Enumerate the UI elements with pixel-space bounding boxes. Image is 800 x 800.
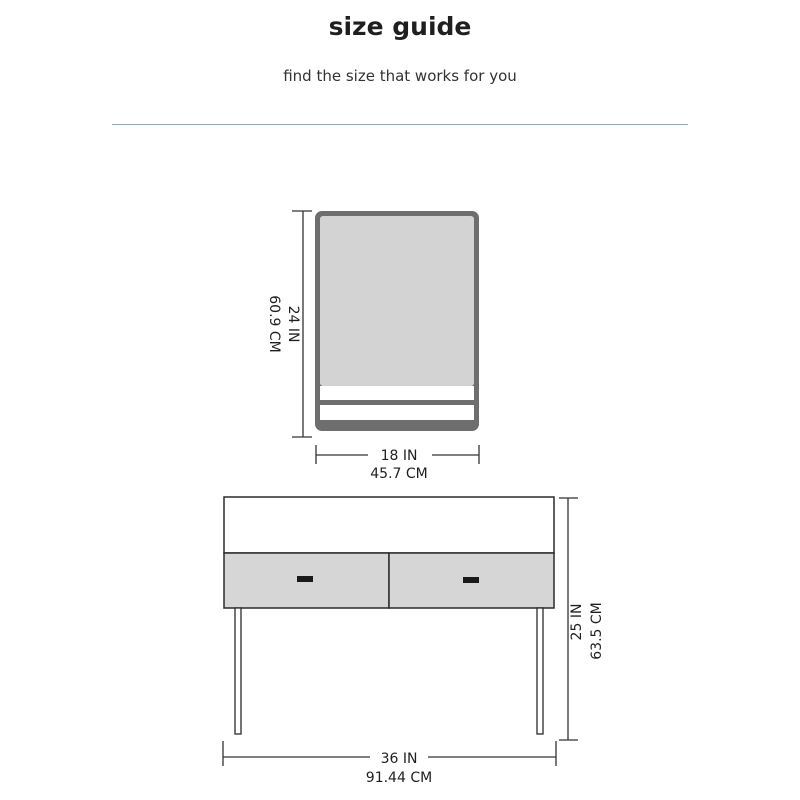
mirror-shelf-base	[320, 420, 474, 426]
drawer-left-handle	[297, 576, 313, 582]
table-leg-left	[235, 608, 241, 734]
mirror-illustration	[315, 211, 479, 431]
table-height-cm: 63.5 CM	[589, 602, 605, 660]
page-title: size guide	[328, 12, 472, 41]
page-subtitle: find the size that works for you	[283, 67, 517, 85]
table-width-cm: 91.44 CM	[365, 770, 433, 786]
mirror-height-cm: 60.9 CM	[266, 295, 282, 353]
mirror-glass	[320, 216, 474, 386]
mirror-width-cm: 45.7 CM	[370, 466, 428, 482]
table-width-in: 36 IN	[380, 751, 418, 767]
table-top	[224, 497, 554, 553]
table-illustration	[224, 497, 554, 734]
drawer-right-handle	[463, 577, 479, 583]
mirror-width-in: 18 IN	[380, 448, 418, 464]
table-leg-right	[537, 608, 543, 734]
mirror-height-in: 24 IN	[285, 305, 301, 343]
table-height-in: 25 IN	[569, 603, 585, 641]
mirror-shelf-bar	[320, 400, 474, 405]
